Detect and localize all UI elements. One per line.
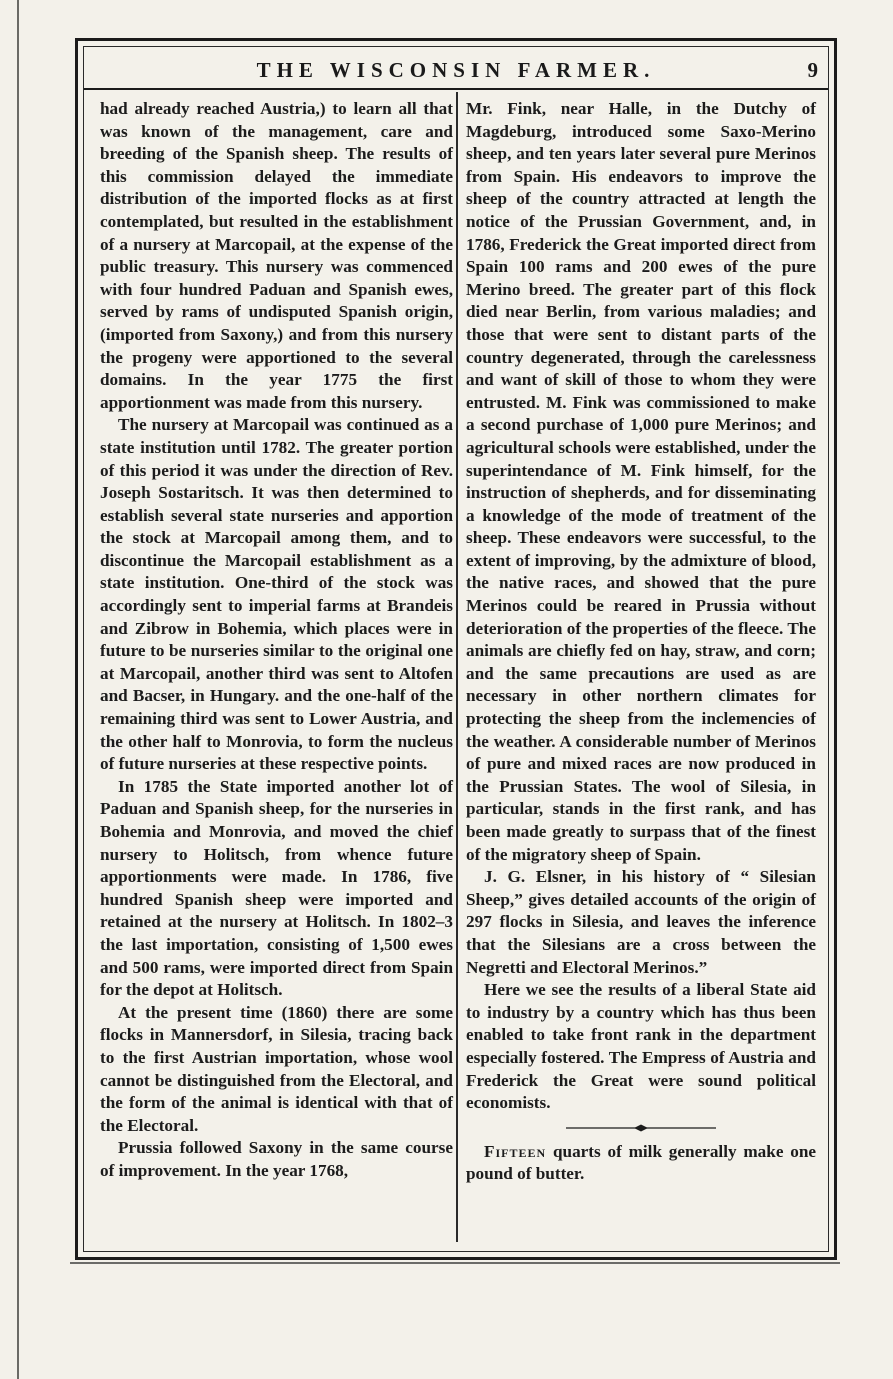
page-number: 9 <box>807 58 818 82</box>
paragraph: In 1785 the State imported another lot of Paduan and Spanish sheep, for the nurseries in Bohemia and Monrovia, and moved the chief nursery to Holitsch, from whence future apportionments were made. In 1786, five hundred Spanish sheep were imported and retained at the nursery at Holitsch. In 1802–3 the last importation, consisting of 1,500 ewes and 500 rams, were imported direct from Spain for the depot at Holitsch. <box>100 776 453 1000</box>
paragraph: The nursery at Marcopail was continued as a state institution until 1782. The greater portion of this period it was under the direction of Rev. Joseph Sostaritsch. It was then determined to establish several state nurseries and apportion the stock at Marcopail among them, and to discontinue the Marcopail establishment as a state institution. One-third of the stock was accordingly sent to imperial farms at Brandeis and Zibrow in Bohemia, which places were in future to be nurseries similar to the original one at Marcopail, another third was sent to Altofen and Bacser, in Hungary. and the one-half of the remaining third was sent to Lower Austria, and the other half to Monrovia, to form the nucleus of future nurseries at these respective points. <box>100 415 453 774</box>
paragraph: J. G. Elsner, in his history of “ Silesian Sheep,” gives detailed accounts of the origin of 297 flocks in Silesia, and leaves the inference that the Silesians are a cross between the Negretti and Electoral Merinos.” <box>466 867 816 977</box>
section-ornament <box>566 1123 716 1133</box>
paragraph: At the present time (1860) there are some flocks in Mannersdorf, in Silesia, tracing back to the first Austrian importation, whose wool cannot be distinguished from the Electoral, and the form of the animal is identical with that of the Electoral. <box>100 1002 453 1135</box>
paragraph: Mr. Fink, near Halle, in the Dutchy of Magdeburg, introduced some Saxo-Merino sheep, and ten years later several pure Merinos from Spain. His endeavors to improve the sheep of the country attracted at length the notice of the Prussian Government, and, in 1786, Frederick the Great imported direct from Spain 100 rams and 200 ewes of the pure Merino breed. The greater part of this flock died near Berlin, from various maladies; and those that were sent to distant parts of the country degenerated, through the carelessness and want of skill of those to whom they were entrusted. M. Fink was commissioned to make a second purchase of 1,000 pure Merinos; and agricultural schools were established, under the superintendance of M. Fink himself, for the instruction of shepherds, and for disseminating a knowledge of the mode of treatment of the sheep. These endeavors were successful, to the extent of improving, by the admixture of blood, the native races, and showed that the pure Merinos could be reared in Prussia without deterioration of the properties of the fleece. The animals are chiefly fed on hay, straw, and corn; and the same precautions are used as are necessary in other northern climates for protecting the sheep from the inclemencies of the weather. A considerable number of Merinos of pure and mixed races are now produced in the Prussian States. The wool of Silesia, in particular, stands in the first rank, and has been made greatly to surpass that of the finest of the migratory sheep of Spain. <box>466 99 816 864</box>
right-column <box>466 98 816 1186</box>
header-rule <box>84 88 828 90</box>
bottom-rule <box>70 1262 840 1264</box>
left-column <box>100 98 453 1183</box>
column-divider <box>456 92 458 1242</box>
page-header <box>84 54 828 86</box>
filler-note-text: quarts of milk generally make one pound of butter. <box>466 1141 817 1184</box>
paragraph: Here we see the results of a liberal State aid to industry by a country which has thus been enabled to take front rank in the department especially fostered. The Empress of Austria and Frederick the Great were sound political economists. <box>466 980 816 1113</box>
filler-note <box>466 1141 816 1186</box>
page-edge-line <box>17 0 19 1379</box>
paragraph: Prussia followed Saxony in the same course of improvement. In the year 1768, <box>100 1138 453 1180</box>
filler-note-lead: Fifteen <box>484 1141 547 1161</box>
running-title: THE WISCONSIN FARMER. <box>256 58 656 82</box>
paragraph: had already reached Austria,) to learn all that was known of the management, care and breeding of the Spanish sheep. The results of this commission delayed the immediate distribution of the imported flocks as at first contemplated, but resulted in the establishment of a nursery at Marcopail, at the expense of the public treasury. This nursery was commenced with four hundred Paduan and Spanish ewes, served by rams of undisputed Spanish origin, (imported from Saxony,) and from this nursery the progeny were apportioned to the several domains. In the year 1775 the first apportionment was made from this nursery. <box>100 99 453 412</box>
